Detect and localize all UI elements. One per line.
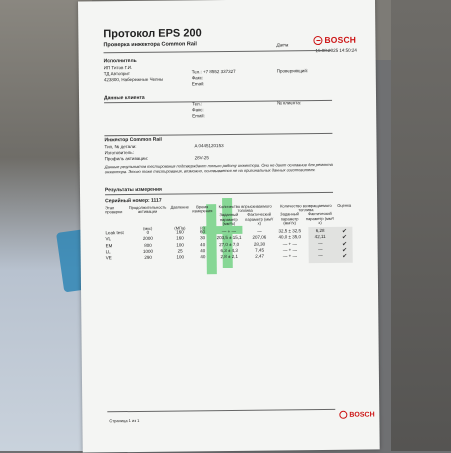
executor-heading: Исполнитель bbox=[103, 57, 137, 65]
checkmark-icon: ✔ bbox=[342, 241, 348, 248]
col-ret-set: Заданный параметр (мм³/х) bbox=[280, 211, 299, 226]
col-pressure: Давление bbox=[170, 204, 189, 210]
col-eval: Оценка bbox=[337, 202, 352, 208]
cell-stage: Leak test bbox=[105, 230, 124, 236]
executor-company: ТД Автоприт bbox=[103, 71, 131, 77]
bosch-armature-icon bbox=[339, 411, 347, 419]
results-heading: Результаты измерения bbox=[104, 186, 162, 194]
col-duration: Продолжительность активации bbox=[128, 204, 167, 215]
manufacturer-label: Изготовитель: bbox=[104, 149, 134, 156]
serial-number: Серийный номер: 1117 bbox=[105, 197, 162, 205]
col-inj-set: Заданный параметр (мм³/х) bbox=[219, 212, 239, 226]
cell-inj-set: — + — bbox=[221, 229, 237, 235]
bosch-logo bbox=[313, 35, 356, 45]
cell-inj-act: — bbox=[257, 228, 262, 234]
cell-ret-set: 32,5 ± 32,5 bbox=[278, 228, 301, 234]
page-number: Страница 1 из 1 bbox=[109, 417, 140, 424]
client-email: Email: bbox=[192, 113, 205, 119]
col-inj-qty: Количество впрыскиваемого топлива bbox=[218, 203, 272, 214]
cell-ret-act: — bbox=[317, 247, 323, 253]
col-inj-act: Фактический параметр (мм³/х) bbox=[245, 211, 274, 226]
background-right bbox=[391, 0, 451, 451]
cell-pressure: 100 bbox=[176, 254, 184, 260]
checkmark-icon: ✔ bbox=[341, 228, 348, 235]
cell-ret-act: 42,11 bbox=[314, 234, 326, 240]
cell-ret-act: — bbox=[317, 240, 323, 246]
cell-ret-set: — + — bbox=[282, 247, 298, 253]
injector-rule bbox=[104, 133, 332, 136]
cell-inj-act: 2,47 bbox=[255, 253, 265, 260]
cell-time: 40 bbox=[200, 241, 206, 248]
client-heading: Данные клиента bbox=[103, 94, 145, 102]
cell-pressure: 25 bbox=[177, 248, 183, 254]
header-rule bbox=[104, 50, 332, 53]
bosch-footer-logo bbox=[339, 410, 374, 418]
cell-duration: 1000 bbox=[142, 248, 154, 254]
col-ret-qty: Количество возвращаемого топлива bbox=[280, 202, 332, 213]
unit-time: (с) bbox=[200, 225, 205, 231]
injector-heading: Инжектор Common Rail bbox=[104, 136, 162, 144]
cell-inj-set: 6,3 ± 4,3 bbox=[220, 247, 238, 254]
cell-duration: 800 bbox=[144, 242, 152, 248]
cell-pressure: 100 bbox=[176, 242, 184, 248]
inspector-label: Проверяющий: bbox=[276, 68, 309, 74]
cell-inj-act: 28,30 bbox=[253, 241, 266, 247]
cell-ret-act: — bbox=[318, 253, 323, 259]
col-stage: Этап проверки bbox=[105, 205, 123, 215]
cell-inj-act: 7,45 bbox=[255, 247, 264, 253]
cell-time: 40 bbox=[200, 248, 206, 254]
cell-ret-set: — + — bbox=[282, 253, 298, 259]
executor-name: ИП Титов Г.И. bbox=[103, 64, 133, 71]
cell-duration: 290 bbox=[144, 255, 152, 261]
date-label: Дата bbox=[276, 42, 289, 48]
cell-time: 30 bbox=[200, 235, 206, 241]
checkmark-icon: ✔ bbox=[342, 247, 348, 254]
protocol-sheet bbox=[78, 0, 380, 453]
cell-pressure: 160 bbox=[176, 229, 184, 235]
cell-duration: 0 bbox=[146, 229, 150, 235]
document-title: Протокол EPS 200 bbox=[103, 27, 202, 41]
checkmark-icon: ✔ bbox=[341, 235, 348, 242]
document-subtitle: Проверка инжектора Common Rail bbox=[103, 41, 197, 49]
cell-time: 60 bbox=[200, 229, 206, 235]
client-phone: Тел.: bbox=[192, 101, 203, 107]
cell-duration: 2000 bbox=[142, 236, 153, 242]
client-fax: Факс: bbox=[192, 107, 204, 113]
results-table bbox=[104, 204, 353, 263]
bosch-armature-icon bbox=[313, 35, 322, 44]
cell-inj-act: 207,06 bbox=[252, 235, 267, 241]
cell-time: 40 bbox=[200, 254, 206, 260]
part-number-label: Тип, № детали: bbox=[104, 143, 137, 150]
executor-email: Email: bbox=[191, 81, 205, 87]
cell-inj-set: 2,8 ± 2,1 bbox=[220, 254, 239, 260]
executor-phone: Тел.: +7 8552 337327 bbox=[191, 68, 236, 75]
bosch-footer-wordmark: BOSCH bbox=[349, 410, 375, 419]
cell-ret-set: 40,0 ± 35,0 bbox=[278, 234, 302, 240]
disclaimer-note: Данные результатов тестирования подтверждают только работу инжектора. Они не дают основание для ремонта инжектора. Этого тоже тестирования, возможно, основывается не на оригинальных данных изготовителя. bbox=[104, 161, 333, 175]
col-time: Время измерения bbox=[192, 204, 213, 214]
cell-stage: LL bbox=[105, 249, 111, 255]
cell-pressure: 160 bbox=[176, 235, 184, 241]
part-number-value: A 0445120153 bbox=[194, 143, 224, 149]
cell-ret-set: — + — bbox=[282, 240, 297, 247]
unit-duration: (мкс) bbox=[143, 225, 153, 231]
unit-pressure: (МПа) bbox=[174, 225, 186, 231]
document-datetime: 16.08.2025 14:50:24 bbox=[315, 47, 357, 54]
cell-stage: EM bbox=[105, 242, 113, 248]
col-ret-act: Фактический параметр (мм³/х) bbox=[305, 211, 335, 225]
cell-inj-set: 203,5 ± 15,1 bbox=[216, 235, 242, 241]
cell-stage: VE bbox=[105, 255, 112, 261]
client-number-label: № клиента: bbox=[277, 100, 302, 106]
cell-ret-act: 6,28 bbox=[315, 228, 325, 234]
footer-rule bbox=[107, 409, 335, 412]
executor-address: 423800, Набережные Челны bbox=[103, 76, 164, 83]
cell-stage: VL bbox=[105, 236, 112, 242]
profile-value: 28V-25 bbox=[194, 155, 209, 161]
checkmark-icon: ✔ bbox=[342, 254, 348, 261]
bosch-wordmark: BOSCH bbox=[324, 34, 357, 45]
cell-inj-set: 27,0 ± 7,0 bbox=[219, 241, 240, 247]
profile-label: Профиль активации: bbox=[104, 155, 149, 162]
executor-fax: Факс: bbox=[191, 75, 204, 81]
